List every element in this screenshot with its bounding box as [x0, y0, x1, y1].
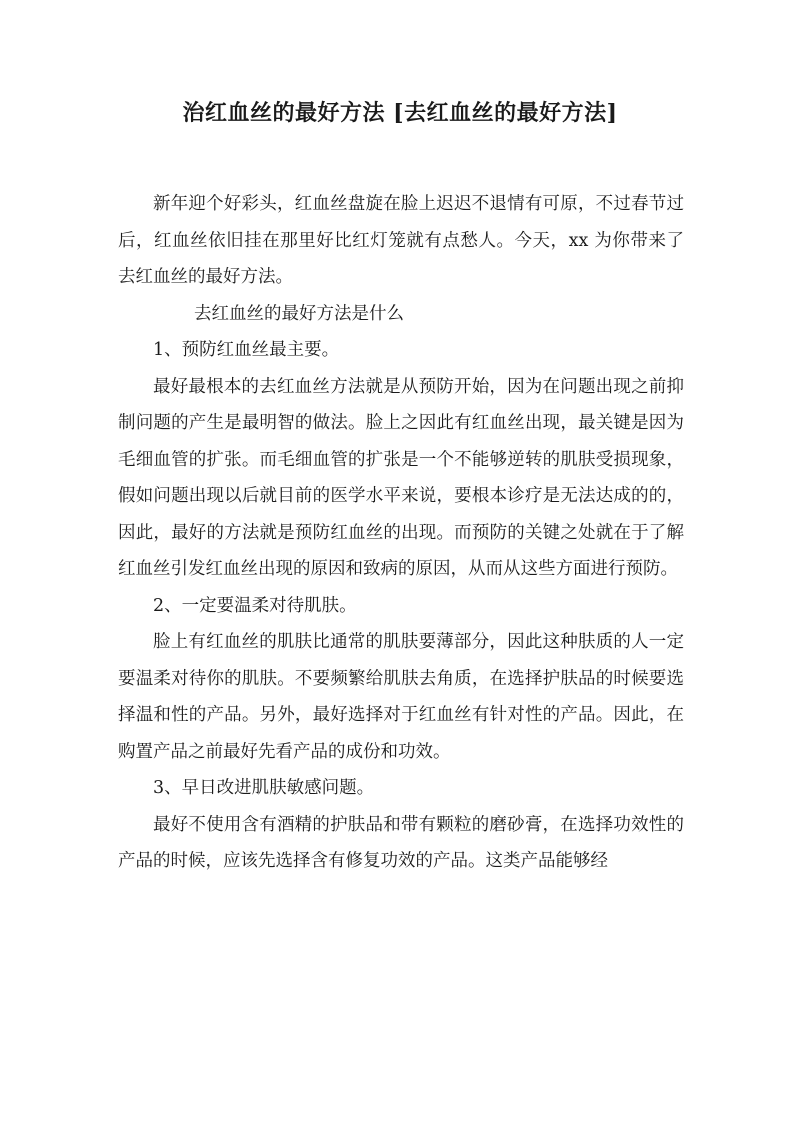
intro-paragraph: 新年迎个好彩头，红血丝盘旋在脸上迟迟不退情有可原，不过春节过后，红血丝依旧挂在那里好比红灯笼就有点愁人。今天，xx 为你带来了去红血丝的最好方法。 — [118, 194, 684, 287]
body-paragraph-1: 最好最根本的去红血丝方法就是从预防开始，因为在问题出现之前抑制问题的产生是最明智的做法。脸上之因此有红血丝出现，最关键是因为毛细血管的扩张。而毛细血管的扩张是一个不能够逆转的肌肤受损现象，假如问题出现以后就目前的医学水平来说，要根本诊疗是无法达成的的，因此，最好的方法就是预防红血丝的出现。而预防的关键之处就在于了解红血丝引发红血丝出现的原因和致病的原因，从而从这些方面进行预防。 — [118, 376, 684, 579]
body-paragraph-2: 脸上有红血丝的肌肤比通常的肌肤要薄部分，因此这种肤质的人一定要温柔对待你的肌肤。不要频繁给肌肤去角质，在选择护肤品的时候要选择温和性的产品。另外，最好选择对于红血丝有针对性的产品。因此，在购置产品之前最好先看产品的成份和功效。 — [118, 632, 684, 762]
list-item-heading-2: 2、一定要温柔对待肌肤。 — [153, 595, 357, 616]
section-heading: 去红血丝的最好方法是什么 — [194, 303, 404, 324]
list-item-heading-3: 3、早日改进肌肤敏感问题。 — [153, 778, 375, 798]
list-item-heading-1: 1、预防红血丝最主要。 — [153, 340, 340, 360]
body-paragraph-3: 最好不使用含有酒精的护肤品和带有颗粒的磨砂膏，在选择功效性的产品的时候，应该先选择含有修复功效的产品。这类产品能够经 — [118, 814, 684, 871]
document-title: 治红血丝的最好方法 [去红血丝的最好方法] — [182, 100, 618, 126]
document-body — [118, 186, 684, 880]
